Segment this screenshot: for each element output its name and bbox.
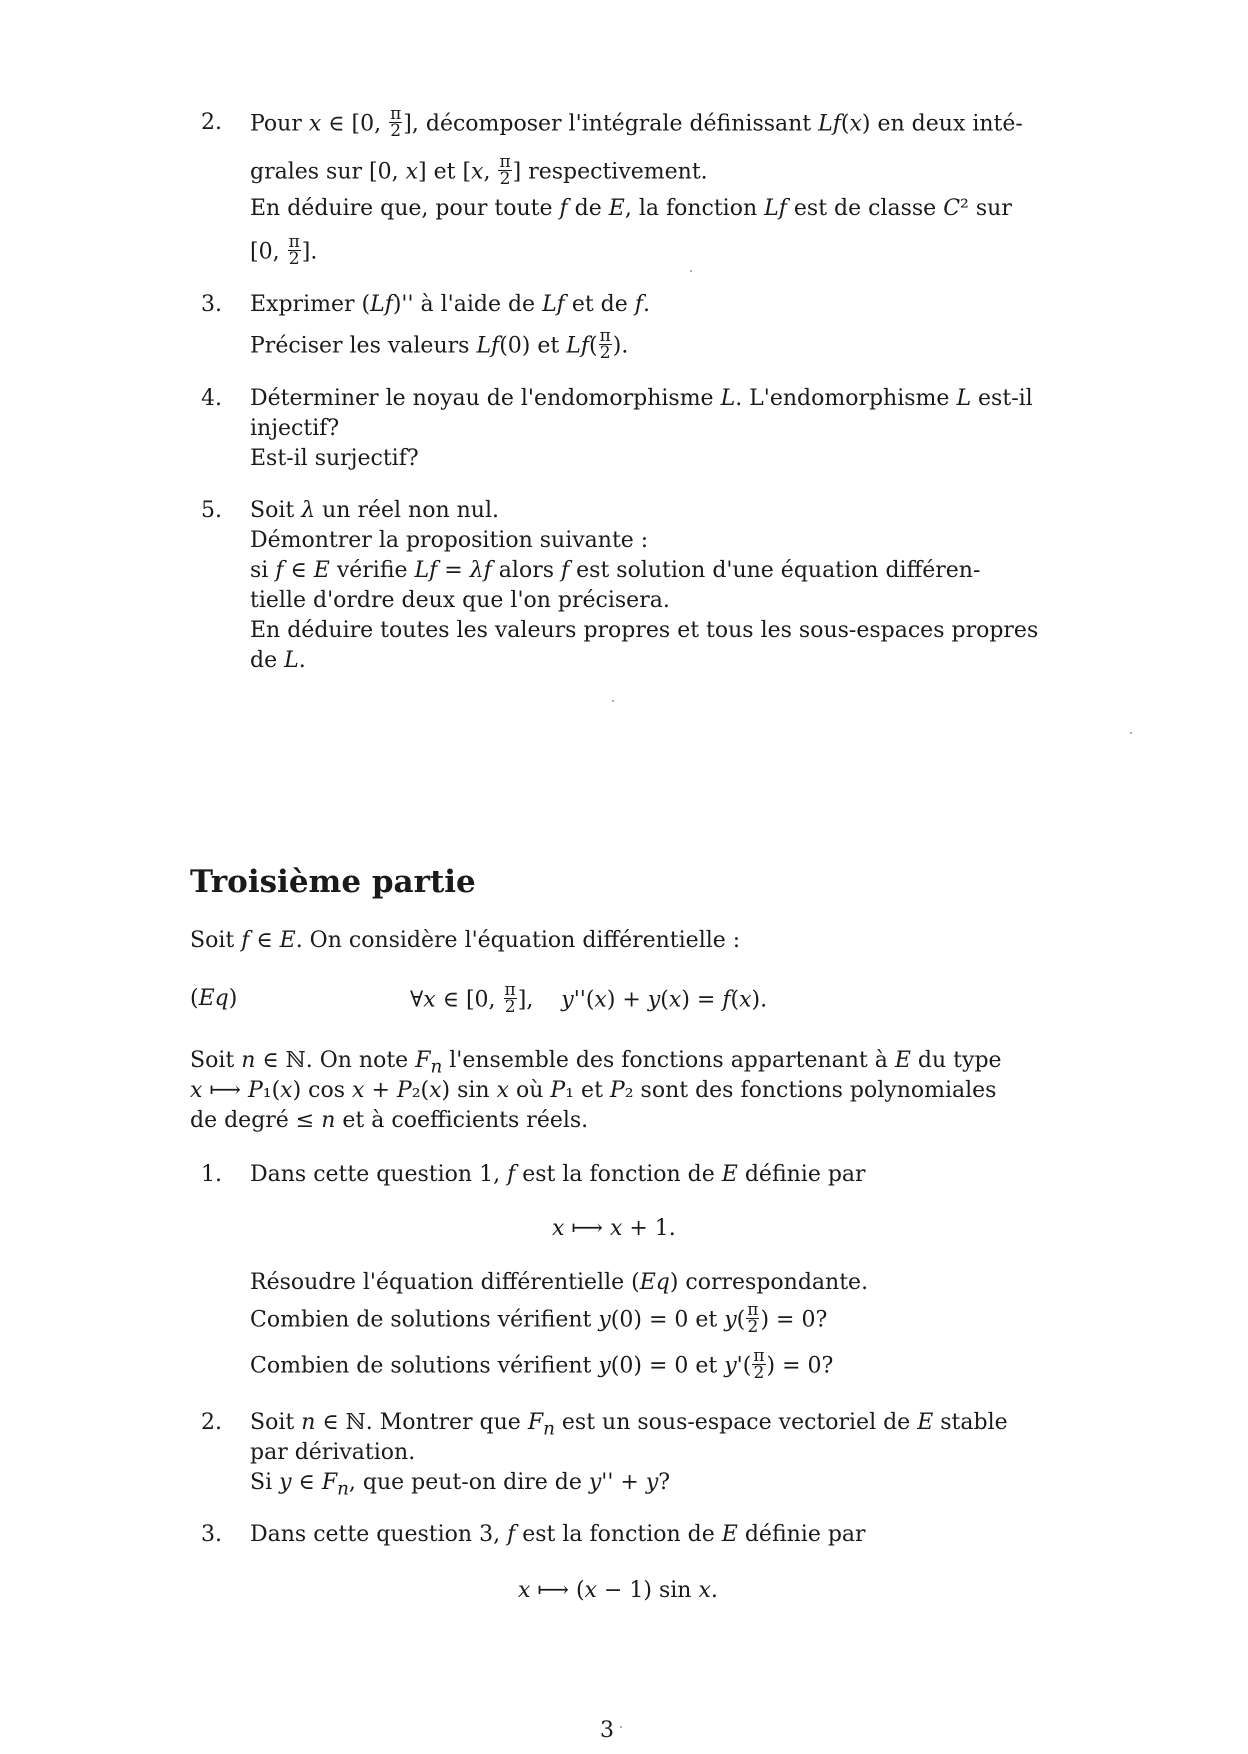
scan-speck: [612, 700, 614, 702]
item-4-line-3: Est-il surjectif?: [250, 446, 419, 471]
item-3-line-2: Préciser les valeurs Lf(0) et Lf( $\frac{\pi}{2}$ ).: [250, 326, 629, 363]
fraction: $\frac{\pi}{2}$: [504, 980, 516, 1017]
fraction: $\frac{\pi}{2}$: [288, 232, 300, 269]
item-5-line-5: En déduire toutes les valeurs propres et tous les sous-espaces propres: [250, 618, 1039, 643]
scan-speck: [1130, 732, 1132, 734]
question-2-line-1: Soit n ∈ ℕ. Montrer que $F_n$ est un sous-espace vectoriel de E stable: [250, 1410, 1008, 1440]
paragraph-line-2: x ⟼ P₁(x) cos x + P₂(x) sin x où P₁ et P₂ sont des fonctions polynomiales: [190, 1078, 997, 1103]
fraction: $\frac{\pi}{2}$: [499, 152, 511, 189]
question-2-line-2: par dérivation.: [250, 1440, 416, 1465]
item-5-line-6: de L.: [250, 648, 306, 673]
scan-speck: [620, 1726, 622, 1728]
item-5-line-3: si f ∈ E vérifie Lf = λf alors f est solution d'une équation différen-: [250, 558, 981, 583]
item-4-line-2: injectif?: [250, 416, 340, 441]
paragraph-line-3: de degré ≤ n et à coefficients réels.: [190, 1108, 589, 1133]
fraction: $\frac{\pi}{2}$: [599, 326, 611, 363]
question-1-line-4: Combien de solutions vérifient y(0) = 0 et y( $\frac{\pi}{2}$ ) = 0?: [250, 1300, 828, 1337]
question-1-line-5: Combien de solutions vérifient y(0) = 0 et y'( $\frac{\pi}{2}$ ) = 0?: [250, 1346, 834, 1383]
question-1-line-3: Résoudre l'équation différentielle (Eq) correspondante.: [250, 1270, 869, 1295]
equation: ∀x ∈ [0, $\frac{\pi}{2}$ ], y''(x) + y(x) = f(x).: [410, 980, 768, 1017]
item-5-line-4: tielle d'ordre deux que l'on précisera.: [250, 588, 670, 613]
section-title: Troisième partie: [190, 864, 476, 900]
item-2-line-3: En déduire que, pour toute f de E, la fonction Lf est de classe C² sur: [250, 196, 1012, 221]
item-3-line-1: Exprimer (Lf)'' à l'aide de Lf et de f.: [250, 292, 650, 317]
fraction: $\frac{\pi}{2}$: [747, 1300, 759, 1337]
page-number: 3: [600, 1718, 614, 1743]
question-1-formula: x ⟼ x + 1.: [552, 1216, 676, 1241]
equation-label: (Eq): [190, 986, 238, 1011]
scan-speck: [690, 270, 692, 272]
question-1-line-1: Dans cette question 1, f est la fonction de E définie par: [250, 1162, 866, 1187]
item-4-line-1: Déterminer le noyau de l'endomorphisme L. L'endomorphisme L est-il: [250, 386, 1033, 411]
item-2-line-1: Pour x ∈ [0, $\frac{\pi}{2}$ ], décomposer l'intégrale définissant Lf(x) en deux inté-: [250, 104, 1023, 141]
item-number: 4.: [201, 386, 222, 411]
fraction: $\frac{\pi}{2}$: [390, 104, 402, 141]
question-number: 2.: [201, 1410, 222, 1435]
item-number: 5.: [201, 498, 222, 523]
question-3-line-1: Dans cette question 3, f est la fonction de E définie par: [250, 1522, 866, 1547]
item-number: 3.: [201, 292, 222, 317]
section-intro: Soit f ∈ E. On considère l'équation différentielle :: [190, 928, 741, 953]
paragraph-line-1: Soit n ∈ ℕ. On note $F_n$ l'ensemble des fonctions appartenant à E du type: [190, 1048, 1002, 1078]
question-number: 1.: [201, 1162, 222, 1187]
fraction: $\frac{\pi}{2}$: [753, 1346, 765, 1383]
item-number: 2.: [201, 110, 222, 135]
item-5-line-2: Démontrer la proposition suivante :: [250, 528, 649, 553]
question-number: 3.: [201, 1522, 222, 1547]
item-5-line-1: Soit λ un réel non nul.: [250, 498, 499, 523]
question-3-formula: x ⟼ (x − 1) sin x.: [518, 1578, 718, 1603]
item-2-line-2: grales sur [0, x] et [x, $\frac{\pi}{2}$ ] respectivement.: [250, 152, 708, 189]
question-2-line-3: Si y ∈ $F_n$, que peut-on dire de y'' + y?: [250, 1470, 671, 1500]
item-2-line-4: [0, $\frac{\pi}{2}$ ].: [250, 232, 318, 269]
